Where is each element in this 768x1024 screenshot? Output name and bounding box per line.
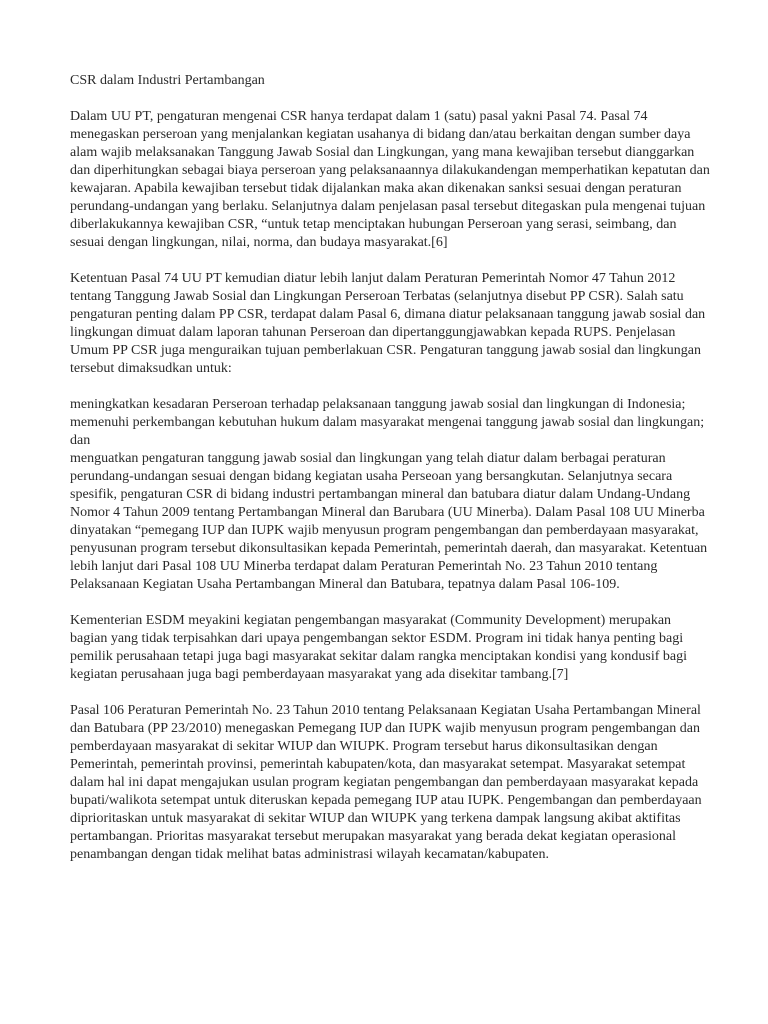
paragraph-uu-pt: Dalam UU PT, pengaturan mengenai CSR hanya terdapat dalam 1 (satu) pasal yakni Pasal 74. Pasal 74 menegaskan perseroan yang menjalankan kegiatan usahanya di bidang dan/atau berkaitan dengan sumber daya alam wajib melaksanakan Tanggung Jawab Sosial dan Lingkungan, yang mana kewajiban tersebut dianggarkan dan diperhitungkan sebagai biaya perseroan yang pelaksanaannya dilakukandengan memperhatikan kepatutan dan kewajaran. Apabila kewajiban tersebut tidak dijalankan maka akan dikenakan sanksi sesuai dengan peraturan perundang-undangan yang berlaku. Selanjutnya dalam penjelasan pasal tersebut ditegaskan pula mengenai tujuan diberlakukannya kewajiban CSR, “untuk tetap menciptakan hubungan Perseroan yang serasi, seimbang, dan sesuai dengan lingkungan, nilai, norma, dan budaya masyarakat.[6]: [70, 109, 710, 250]
spacer: [70, 594, 710, 612]
paragraph-pp-csr: Ketentuan Pasal 74 UU PT kemudian diatur lebih lanjut dalam Peraturan Pemerintah Nomor 47 Tahun 2012 tentang Tanggung Jawab Sosial dan Lingkungan Perseroan Terbatas (selanjutnya disebut PP CSR). Salah satu pengaturan penting dalam PP CSR, terdapat dalam Pasal 6, dimana diatur pelaksanaan tanggung jawab sosial dan lingkungan dimuat dalam laporan tahunan Perseroan dan dipertanggungjawabkan kepada RUPS. Penjelasan Umum PP CSR juga menguraikan tujuan pemberlakuan CSR. Pengaturan tanggung jawab sosial dan lingkungan tersebut dimaksudkan untuk:: [70, 271, 706, 376]
list-item-kesadaran: meningkatkan kesadaran Perseroan terhadap pelaksanaan tanggung jawab sosial dan lingkungan di Indonesia;: [70, 397, 686, 412]
spacer: [70, 252, 710, 270]
document-page: [70, 72, 710, 864]
spacer: [70, 684, 710, 702]
list-item-menguatkan: menguatkan pengaturan tanggung jawab sosial dan lingkungan yang telah diatur dalam berbagai peraturan perundang-undangan sesuai dengan bidang kegiatan usaha Perseoan yang bersangkutan. Selanjutnya secara spesifik, pengaturan CSR di bidang industri pertambangan mineral dan batubara diatur dalam Undang-Undang Nomor 4 Tahun 2009 tentang Pertambangan Mineral dan Barubara (UU Minerba). Dalam Pasal 108 UU Minerba dinyatakan “pemegang IUP dan IUPK wajib menyusun program pengembangan dan pemberdayaan masyarakat, penyusunan program tersebut dikonsultasikan kepada Pemerintah, pemerintah daerah, dan masyarakat. Ketentuan lebih lanjut dari Pasal 108 UU Minerba terdapat dalam Peraturan Pemerintah No. 23 Tahun 2010 tentang Pelaksanaan Kegiatan Usaha Pertambangan Mineral dan Batubara, tepatnya dalam Pasal 106-109.: [70, 451, 708, 592]
spacer: [70, 90, 710, 108]
spacer: [70, 378, 710, 396]
document-title: CSR dalam Industri Pertambangan: [70, 73, 265, 88]
paragraph-pasal-106: Pasal 106 Peraturan Pemerintah No. 23 Tahun 2010 tentang Pelaksanaan Kegiatan Usaha Pertambangan Mineral dan Batubara (PP 23/2010) menegaskan Pemegang IUP dan IUPK wajib menyusun program pengembangan dan pemberdayaan masyarakat di sekitar WIUP dan WIUPK. Program tersebut harus dikonsultasikan dengan Pemerintah, pemerintah provinsi, pemerintah kabupaten/kota, dan masyarakat setempat. Masyarakat setempat dalam hal ini dapat mengajukan usulan program kegiatan pengembangan dan pemberdayaan masyarakat kepada bupati/walikota setempat untuk diteruskan kepada pemegang IUP atau IUPK. Pengembangan dan pemberdayaan diprioritaskan untuk masyarakat di sekitar WIUP dan WIUPK yang terkena dampak langsung akibat aktifitas pertambangan. Prioritas masyarakat tersebut merupakan masyarakat yang berada dekat kegiatan operasional penambangan dengan tidak melihat batas administrasi wilayah kecamatan/kabupaten.: [70, 703, 702, 862]
list-item-kebutuhan-hukum: memenuhi perkembangan kebutuhan hukum dalam masyarakat mengenai tanggung jawab sosial dan lingkungan; dan: [70, 415, 705, 448]
paragraph-esdm: Kementerian ESDM meyakini kegiatan pengembangan masyarakat (Community Development) merupakan bagian yang tidak terpisahkan dari upaya pengembangan sektor ESDM. Program ini tidak hanya penting bagi pemilik perusahaan tetapi juga bagi masyarakat sekitar dalam rangka menciptakan kondisi yang kondusif bagi kegiatan perusahaan juga bagi pemberdayaan masyarakat yang ada disekitar tambang.[7]: [70, 613, 687, 682]
